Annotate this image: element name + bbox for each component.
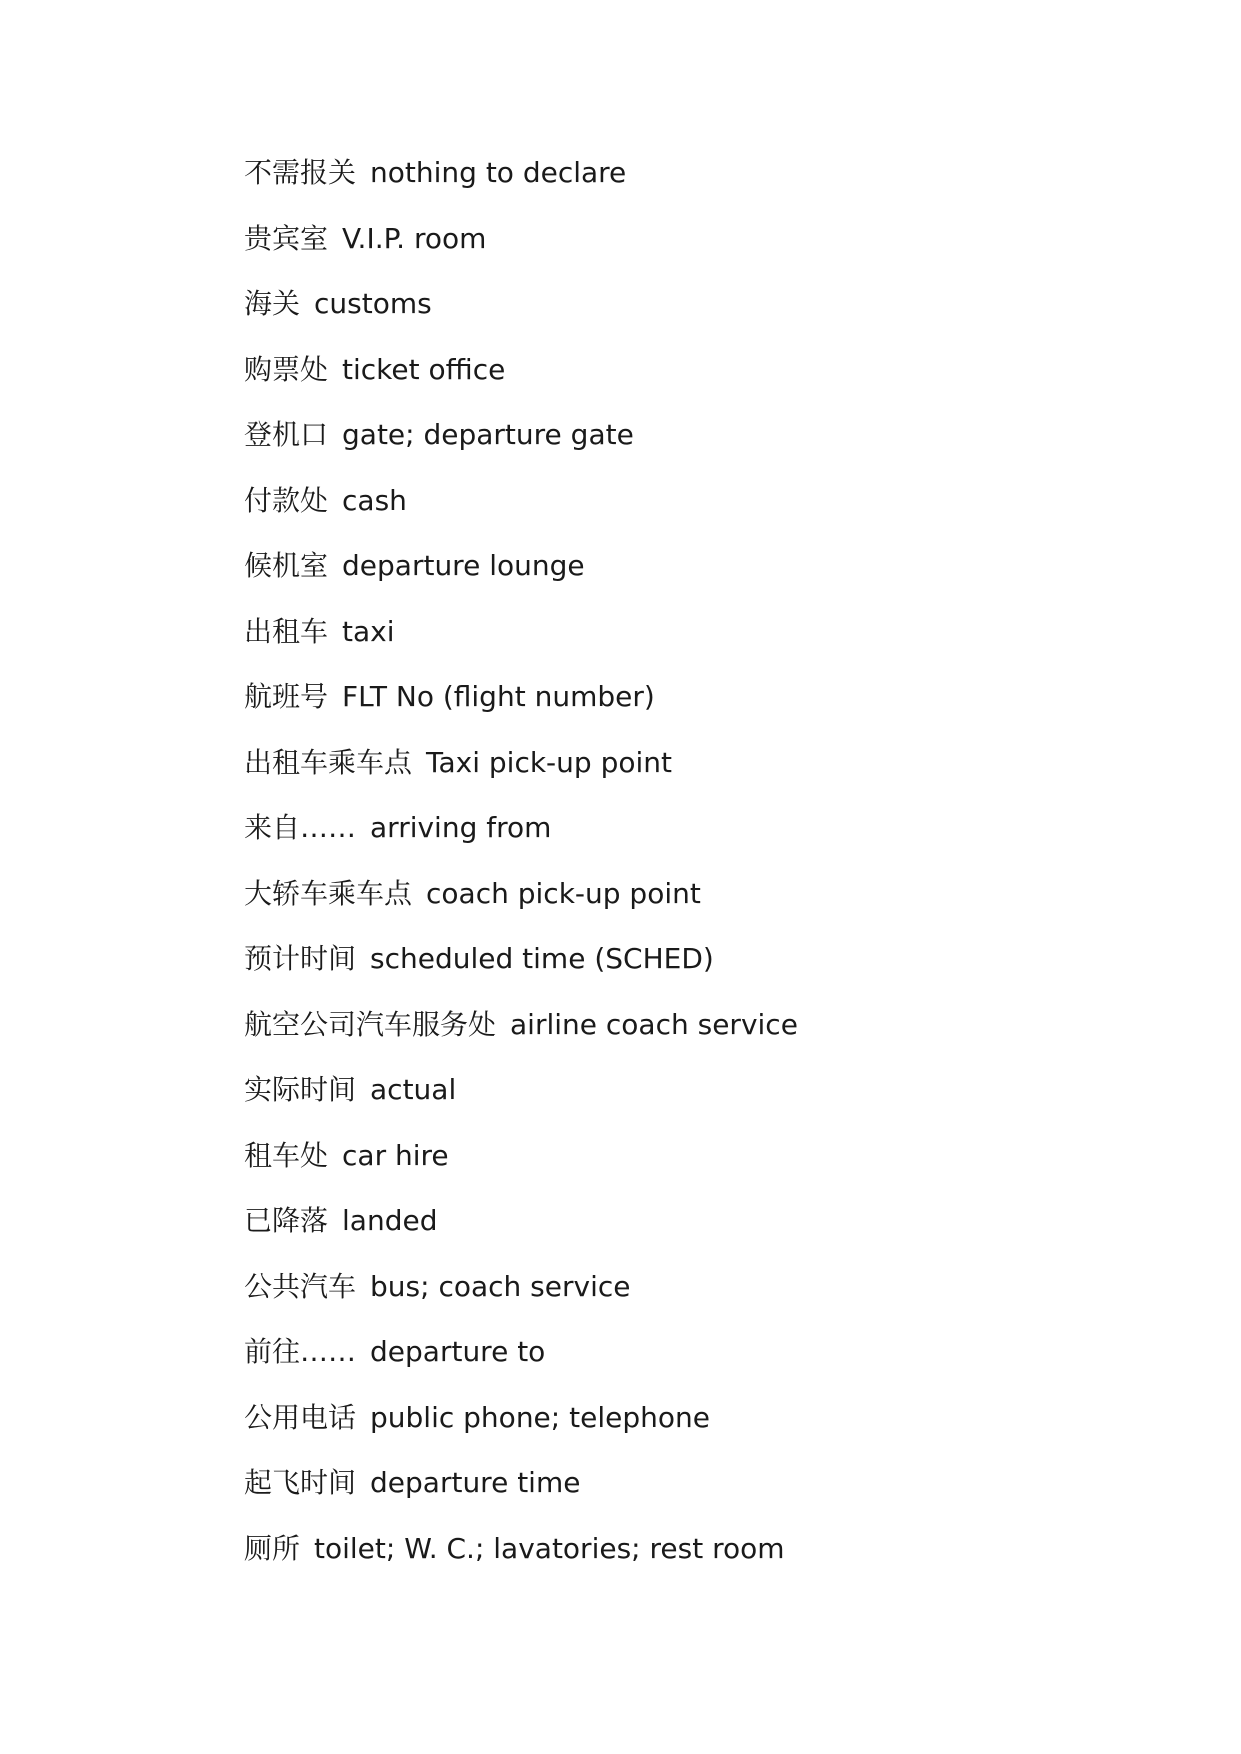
- english-term: bus; coach service: [370, 1269, 631, 1303]
- english-term: taxi: [342, 614, 395, 648]
- vocab-entry: [244, 1072, 798, 1138]
- english-term: scheduled time (SCHED): [370, 942, 714, 975]
- chinese-term: 不需报关: [244, 156, 357, 189]
- chinese-term: 起飞时间: [244, 1466, 357, 1499]
- chinese-term: 公共汽车: [244, 1269, 357, 1303]
- english-term: ticket office: [342, 352, 506, 386]
- vocab-entry: [244, 745, 798, 811]
- chinese-term: 登机口: [244, 418, 329, 451]
- vocab-entry: [244, 417, 798, 483]
- english-term: FLT No (flight number): [342, 680, 655, 713]
- english-term: arriving from: [370, 811, 552, 844]
- vocab-entry: [244, 1007, 798, 1073]
- vocab-entry: [244, 876, 798, 942]
- english-term: departure time: [370, 1466, 581, 1499]
- vocab-entry: [244, 221, 798, 287]
- chinese-term: 出租车: [244, 614, 329, 648]
- chinese-term: 来自……: [244, 811, 357, 844]
- chinese-term: 租车处: [244, 1138, 329, 1172]
- chinese-term: 海关: [244, 287, 301, 320]
- english-term: V.I.P. room: [342, 221, 487, 255]
- chinese-term: 出租车乘车点: [244, 745, 413, 779]
- chinese-term: 已降落: [244, 1204, 329, 1237]
- vocab-entry: [244, 1400, 798, 1466]
- english-term: car hire: [342, 1138, 449, 1172]
- english-term: actual: [370, 1073, 457, 1106]
- english-term: customs: [314, 287, 432, 320]
- vocab-entry: [244, 1531, 798, 1597]
- vocab-entry: [244, 1334, 798, 1400]
- vocab-entry: [244, 155, 798, 221]
- vocab-entry: [244, 352, 798, 418]
- vocabulary-list: [244, 155, 798, 1596]
- chinese-term: 航班号: [244, 680, 329, 713]
- english-term: Taxi pick-up point: [426, 745, 672, 779]
- english-term: airline coach service: [510, 1007, 798, 1041]
- chinese-term: 前往……: [244, 1335, 357, 1368]
- chinese-term: 大轿车乘车点: [244, 876, 413, 910]
- english-term: gate; departure gate: [342, 418, 634, 451]
- vocab-entry: [244, 941, 798, 1007]
- chinese-term: 实际时间: [244, 1073, 357, 1106]
- english-term: departure to: [370, 1335, 546, 1368]
- english-term: landed: [342, 1204, 438, 1237]
- english-term: departure lounge: [342, 549, 585, 582]
- english-term: coach pick-up point: [426, 876, 701, 910]
- chinese-term: 预计时间: [244, 942, 357, 975]
- english-term: public phone; telephone: [370, 1400, 710, 1434]
- chinese-term: 贵宾室: [244, 221, 329, 255]
- vocab-entry: [244, 1203, 798, 1269]
- vocab-entry: [244, 810, 798, 876]
- vocab-entry: [244, 614, 798, 680]
- chinese-term: 航空公司汽车服务处: [244, 1007, 497, 1041]
- chinese-term: 付款处: [244, 483, 329, 517]
- chinese-term: 购票处: [244, 352, 329, 386]
- english-term: nothing to declare: [370, 156, 627, 189]
- english-term: cash: [342, 483, 407, 517]
- vocab-entry: [244, 1138, 798, 1204]
- vocab-entry: [244, 548, 798, 614]
- chinese-term: 厕所: [244, 1531, 301, 1565]
- vocab-entry: [244, 286, 798, 352]
- chinese-term: 候机室: [244, 549, 329, 582]
- vocab-entry: [244, 1465, 798, 1531]
- vocab-entry: [244, 679, 798, 745]
- chinese-term: 公用电话: [244, 1400, 357, 1434]
- vocab-entry: [244, 483, 798, 549]
- vocab-entry: [244, 1269, 798, 1335]
- english-term: toilet; W. C.; lavatories; rest room: [314, 1531, 785, 1565]
